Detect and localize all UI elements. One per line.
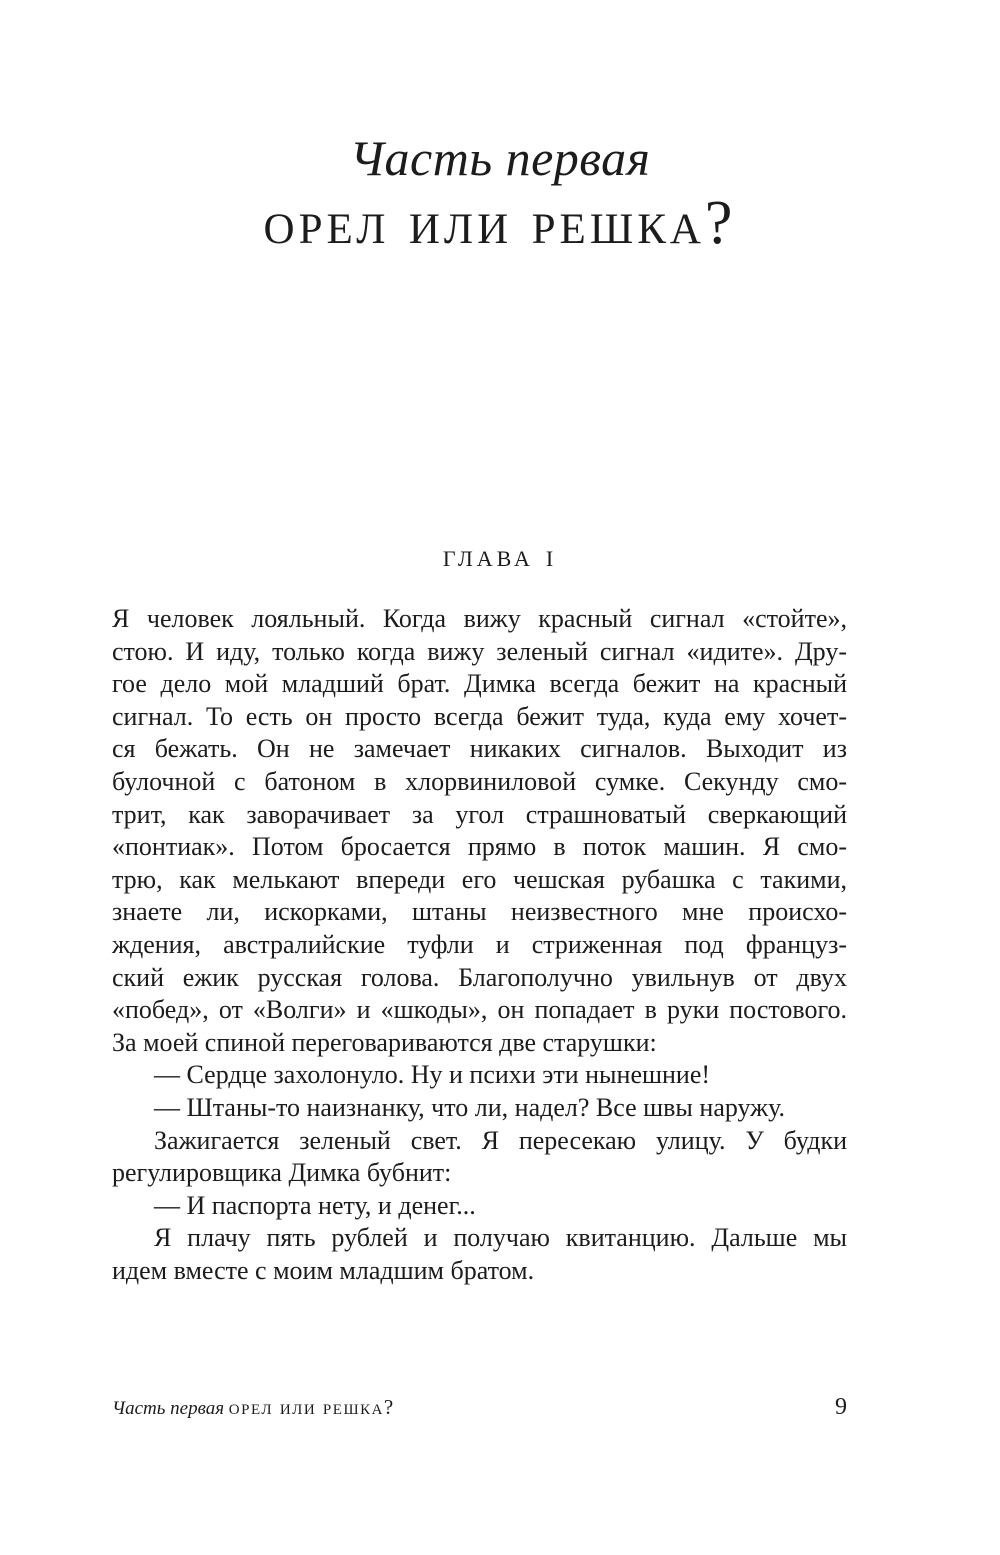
text-line: Я человек лояльный. Когда вижу красный сигнал «стойте», <box>112 604 847 633</box>
dialogue-line: — И паспорта нету, и денег... <box>154 1190 476 1220</box>
text-line: знаете ли, искорками, штаны неизвестного мне происхо- <box>112 897 847 927</box>
text-line: Я плачу пять рублей и получаю квитанцию. Дальше мы <box>154 1223 847 1253</box>
text-line: идем вместе с моим младшим братом. <box>112 1255 535 1285</box>
dialogue-line: — Штаны-то наизнанку, что ли, надел? Все швы наружу. <box>154 1092 786 1122</box>
chapter-body <box>112 603 847 1287</box>
text-line: трит, как заворачивает за угол страшноватый сверкающий <box>112 799 847 829</box>
running-footer <box>112 1393 847 1425</box>
text-line: ждения, австралийские туфли и стриженная под француз- <box>112 929 847 959</box>
footer-part-title: орел или решка? <box>228 1395 395 1419</box>
chapter-heading: глава i <box>442 537 558 573</box>
text-line: За моей спиной переговариваются две старушки: <box>112 1027 657 1057</box>
text-line: сигнал. То есть он просто всегда бежит туда, куда ему хочет- <box>112 701 847 731</box>
text-line: ский ежик русская голова. Благополучно увильнув от двух <box>112 962 847 992</box>
text-line: «побед», от «Волги» и «шкоды», он попадает в руки постового. <box>112 995 847 1025</box>
text-line: Зажигается зеленый свет. Я пересекаю улицу. У будки <box>154 1125 847 1155</box>
part-label: Часть первая <box>349 130 651 186</box>
text-line: ся бежать. Он не замечает никаких сигналов. Выходит из <box>112 734 847 764</box>
text-line: регулировщика Димка бубнит: <box>112 1158 452 1188</box>
text-line: гое дело мой младший брат. Димка всегда бежит на красный <box>112 669 847 699</box>
running-title <box>112 1393 395 1423</box>
text-line: «понтиак». Потом бросается прямо в поток машин. Я смо- <box>112 832 847 862</box>
text-line: стою. И иду, только когда вижу зеленый сигнал «идите». Дру- <box>112 636 847 666</box>
text-line: булочной с батоном в хлорвиниловой сумке. Секунду смо- <box>112 766 847 796</box>
page-number: 9 <box>835 1394 847 1420</box>
dialogue-line: — Сердце захолонуло. Ну и психи эти нынешние! <box>154 1060 711 1090</box>
footer-part-label: Часть первая <box>112 1398 225 1419</box>
part-title: орел или решка? <box>263 189 737 257</box>
text-line: трю, как мелькают впереди его чешская рубашка с такими, <box>112 864 847 894</box>
